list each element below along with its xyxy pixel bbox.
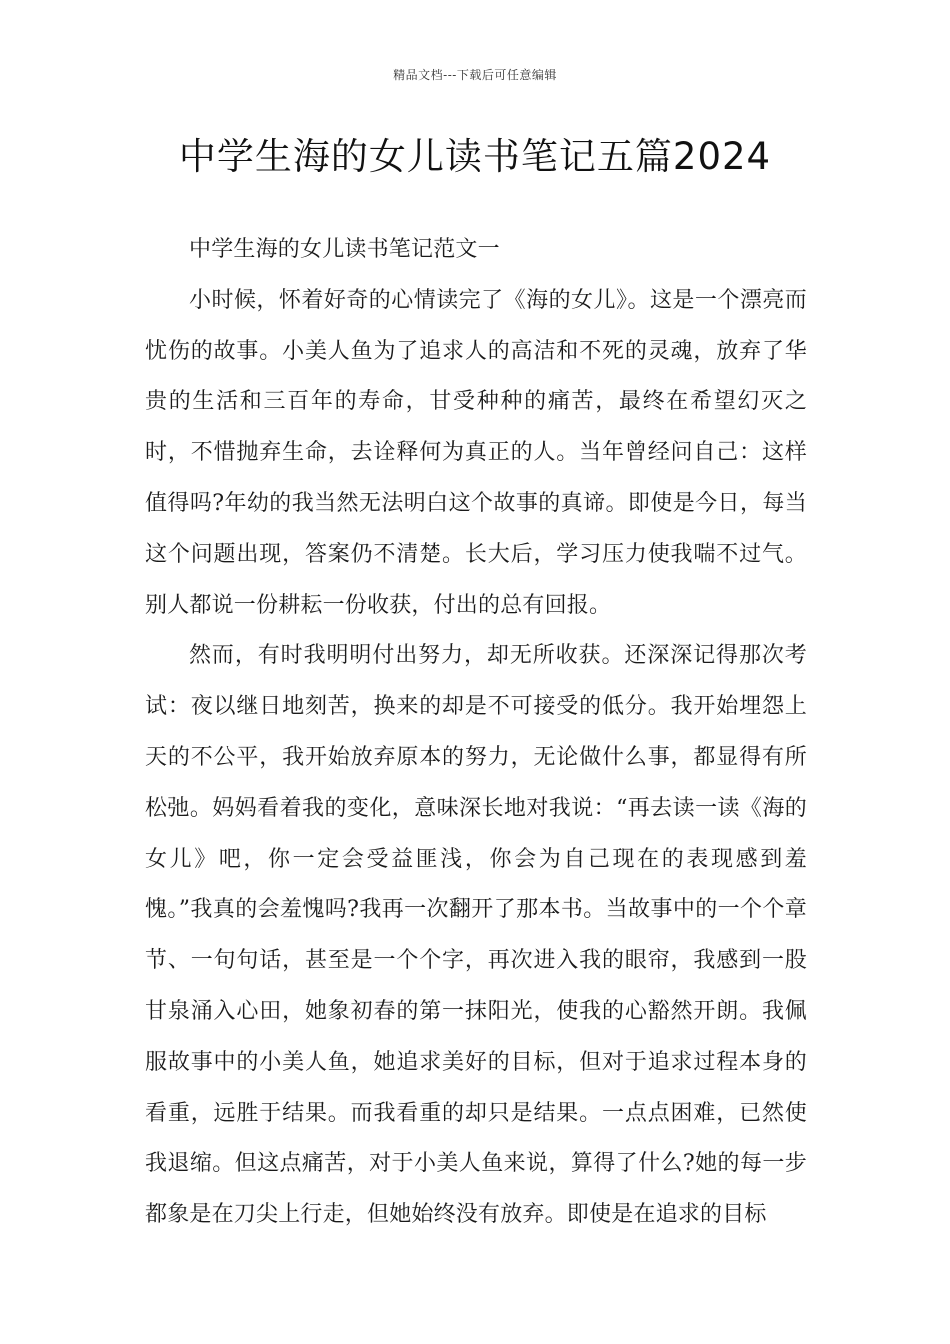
paragraph-1: 小时候，怀着好奇的心情读完了《海的女儿》。这是一个漂亮而忧伤的故事。小美人鱼为了追求人的高洁和不死的灵魂，放弃了华贵的生活和三百年的寿命，甘受种种的痛苦，最终在希望幻灭之时，不惜抛弃生命，去诠释何为真正的人。当年曾经问自己：这样值得吗?年幼的我当然无法明白这个故事的真谛。即使是今日，每当这个问题出现，答案仍不清楚。长大后，学习压力使我喘不过气。别人都说一份耕耘一份收获，付出的总有回报。 bbox=[145, 287, 807, 618]
header-note: 精品文档---下载后可任意编辑 bbox=[393, 68, 557, 82]
section-subtitle: 中学生海的女儿读书笔记范文一 bbox=[189, 237, 500, 262]
paragraph-2: 然而，有时我明明付出努力，却无所收获。还深深记得那次考试：夜以继日地刻苦，换来的却是不可接受的低分。我开始埋怨上天的不公平，我开始放弃原本的努力，无论做什么事，都显得有所松弛。妈妈看着我的变化，意味深长地对我说：“再去读一读《海的女儿》吧，你一定会受益匪浅，你会为自己现在的表现感到羞愧。”我真的会羞愧吗?我再一次翻开了那本书。当故事中的一个个章节、一句句话，甚至是一个个字，再次进入我的眼帘，我感到一股甘泉涌入心田，她象初春的第一抹阳光，使我的心豁然开朗。我佩服故事中的小美人鱼，她追求美好的目标，但对于追求过程本身的看重，远胜于结果。而我看重的却只是结果。一点点困难，已然使我退缩。但这点痛苦，对于小美人鱼来说，算得了什么?她的每一步都象是在刀尖上行走，但她始终没有放弃。即使是在追求的目标 bbox=[145, 643, 807, 1228]
document-title: 中学生海的女儿读书笔记五篇2024 bbox=[178, 135, 772, 178]
document-body bbox=[145, 225, 807, 1241]
